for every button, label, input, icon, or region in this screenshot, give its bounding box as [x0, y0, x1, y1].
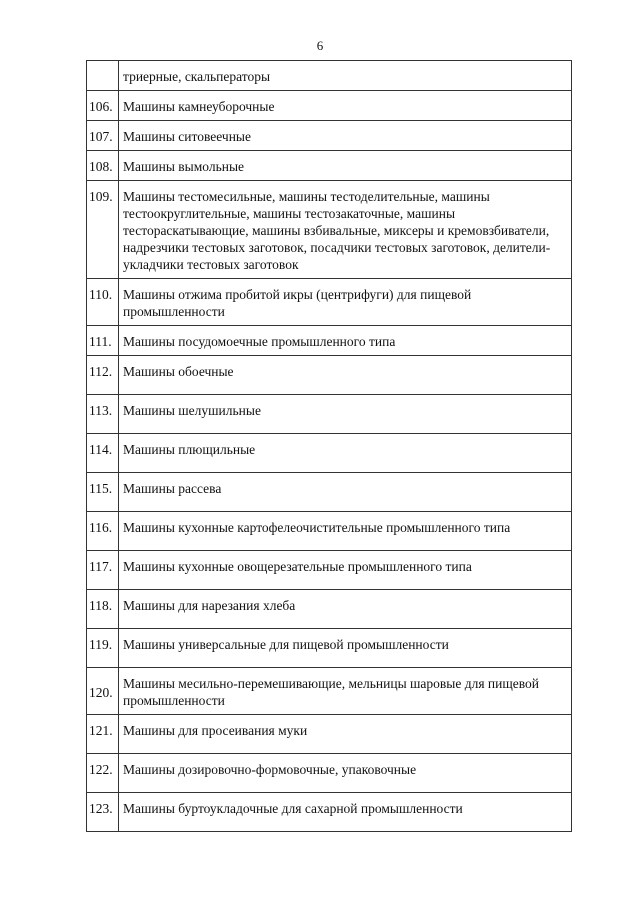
table-row	[87, 629, 572, 668]
row-number: 107.	[87, 121, 119, 151]
row-text: Машины посудомоечные промышленного типа	[119, 326, 572, 356]
row-number	[87, 61, 119, 91]
row-text: Машины вымольные	[119, 151, 572, 181]
row-text: Машины шелушильные	[119, 395, 572, 434]
row-number: 116.	[87, 512, 119, 551]
table-row	[87, 590, 572, 629]
table-row	[87, 181, 572, 279]
table-row	[87, 326, 572, 356]
row-number: 113.	[87, 395, 119, 434]
row-text: Машины буртоукладочные для сахарной промышленности	[119, 793, 572, 832]
table-row	[87, 715, 572, 754]
row-number: 114.	[87, 434, 119, 473]
row-number: 106.	[87, 91, 119, 121]
row-text: Машины для просеивания муки	[119, 715, 572, 754]
table-row	[87, 395, 572, 434]
row-text: Машины плющильные	[119, 434, 572, 473]
row-text: Машины месильно-перемешивающие, мельницы шаровые для пищевой промышленности	[119, 668, 572, 715]
table-row	[87, 668, 572, 715]
table-row	[87, 754, 572, 793]
row-text: Машины рассева	[119, 473, 572, 512]
row-text: Машины универсальные для пищевой промышленности	[119, 629, 572, 668]
row-number: 119.	[87, 629, 119, 668]
row-number: 122.	[87, 754, 119, 793]
row-number: 115.	[87, 473, 119, 512]
row-text: Машины тестомесильные, машины тестоделительные, машины тестоокруглительные, машины тестозакаточные, машины тестораскатывающие, машины взбивальные, миксеры и кремовзбиватели, надрезчики тестовых заготовок, посадчики тестовых заготовок, делители-укладчики тестовых заготовок	[119, 181, 572, 279]
row-text: триерные, скальператоры	[119, 61, 572, 91]
row-number: 108.	[87, 151, 119, 181]
row-number: 120.	[87, 668, 119, 715]
table-row	[87, 551, 572, 590]
row-number: 117.	[87, 551, 119, 590]
table-row	[87, 279, 572, 326]
table-row	[87, 91, 572, 121]
table-row	[87, 473, 572, 512]
row-text: Машины для нарезания хлеба	[119, 590, 572, 629]
table-row	[87, 434, 572, 473]
row-text: Машины ситовеечные	[119, 121, 572, 151]
row-text: Машины камнеуборочные	[119, 91, 572, 121]
row-text: Машины дозировочно-формовочные, упаковочные	[119, 754, 572, 793]
row-number: 123.	[87, 793, 119, 832]
page-number: 6	[316, 38, 324, 53]
table-row	[87, 61, 572, 91]
row-number: 110.	[87, 279, 119, 326]
table-row	[87, 356, 572, 395]
table-row	[87, 151, 572, 181]
row-text: Машины кухонные овощерезательные промышленного типа	[119, 551, 572, 590]
row-number: 109.	[87, 181, 119, 279]
equipment-table	[86, 60, 572, 832]
row-number: 111.	[87, 326, 119, 356]
row-number: 118.	[87, 590, 119, 629]
row-number: 112.	[87, 356, 119, 395]
row-text: Машины отжима пробитой икры (центрифуги) для пищевой промышленности	[119, 279, 572, 326]
row-text: Машины кухонные картофелеочистительные промышленного типа	[119, 512, 572, 551]
table-row	[87, 512, 572, 551]
table-row	[87, 793, 572, 832]
row-number: 121.	[87, 715, 119, 754]
row-text: Машины обоечные	[119, 356, 572, 395]
table-row	[87, 121, 572, 151]
